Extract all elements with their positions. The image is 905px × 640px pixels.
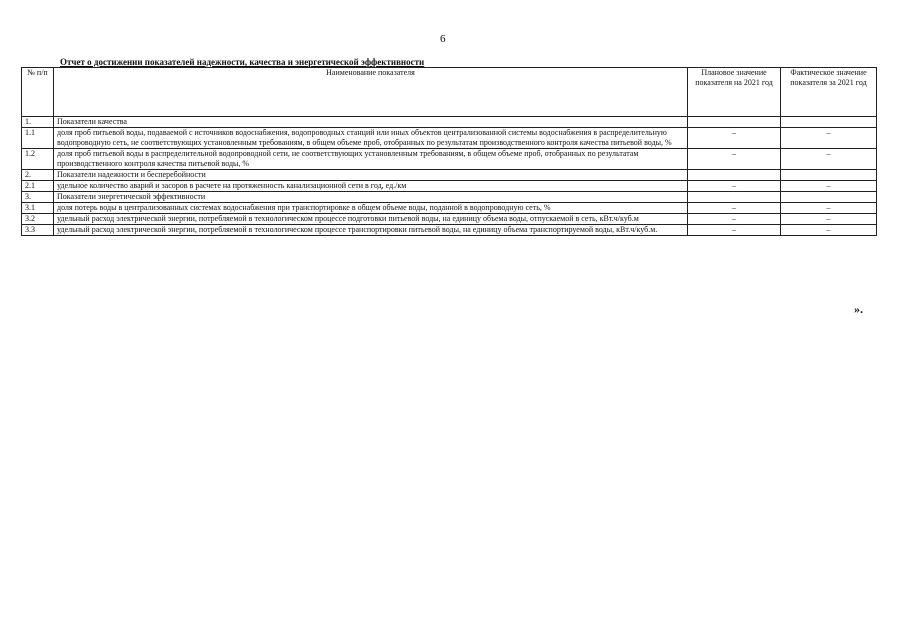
row-plan: – [688,203,781,214]
row-fact: – [781,214,877,225]
row-num: 3.1 [22,203,54,214]
row-fact [781,192,877,203]
row-num: 1.1 [22,128,54,149]
table-row [22,214,877,225]
row-fact [781,170,877,181]
report-title: Отчет о достижении показателей надежности, качества и энергетической эффективности [60,57,425,67]
table-header-row [22,68,877,117]
row-num: 2. [22,170,54,181]
row-plan: – [688,181,781,192]
row-name: Показатели энергетической эффективности [54,192,688,203]
header-num: № п/п [22,68,54,117]
row-num: 2.1 [22,181,54,192]
row-plan [688,117,781,128]
row-num: 1. [22,117,54,128]
row-fact: – [781,181,877,192]
row-plan: – [688,225,781,236]
row-name: удельное количество аварий и засоров в расчете на протяженность канализационной сети в год, ед./км [54,181,688,192]
table-row [22,225,877,236]
row-num: 3.3 [22,225,54,236]
row-num: 3.2 [22,214,54,225]
row-plan [688,192,781,203]
table-row [22,149,877,170]
row-name: удельный расход электрической энергии, потребляемой в технологическом процессе подготовки питьевой воды, на единицу объема воды, отпускаемой в сеть, кВт.ч/куб.м [54,214,688,225]
indicators-table [21,67,877,236]
header-fact: Фактическое значение показателя за 2021 год [781,68,877,117]
table-row [22,117,877,128]
row-fact: – [781,203,877,214]
table-row [22,192,877,203]
row-plan: – [688,128,781,149]
row-fact: – [781,128,877,149]
row-name: Показатели надежности и бесперебойности [54,170,688,181]
row-fact: – [781,149,877,170]
row-plan: – [688,149,781,170]
row-name: доля потерь воды в централизованных системах водоснабжения при транспортировке в общем объеме воды, поданной в водопроводную сеть, % [54,203,688,214]
row-fact [781,117,877,128]
row-name: удельный расход электрической энергии, потребляемой в технологическом процессе транспортировки питьевой воды, на единицу объема транспортируемой воды, кВт.ч/куб.м. [54,225,688,236]
table-row [22,181,877,192]
row-name: доля проб питьевой воды в распределительной водопроводной сети, не соответствующих установленным требованиям, в общем объеме проб, отобранных по результатам производственного контроля качества питьевой воды, % [54,149,688,170]
row-num: 1.2 [22,149,54,170]
row-fact: – [781,225,877,236]
header-plan: Плановое значение показателя на 2021 год [688,68,781,117]
closing-quote-mark: ». [854,302,863,316]
table-row [22,128,877,149]
row-name: доля проб питьевой воды, подаваемой с источников водоснабжения, водопроводных станций или иных объектов централизованной системы водоснабжения в распределительную водопроводную сеть, не соответствующих установленным требованиям, в общем объеме проб, отобранных по результатам производственного контроля качества питьевой воды, % [54,128,688,149]
row-name: Показатели качества [54,117,688,128]
row-num: 3. [22,192,54,203]
row-plan: – [688,214,781,225]
table-row [22,203,877,214]
header-name: Наименование показателя [54,68,688,117]
page-number: 6 [440,33,446,45]
table-row [22,170,877,181]
row-plan [688,170,781,181]
